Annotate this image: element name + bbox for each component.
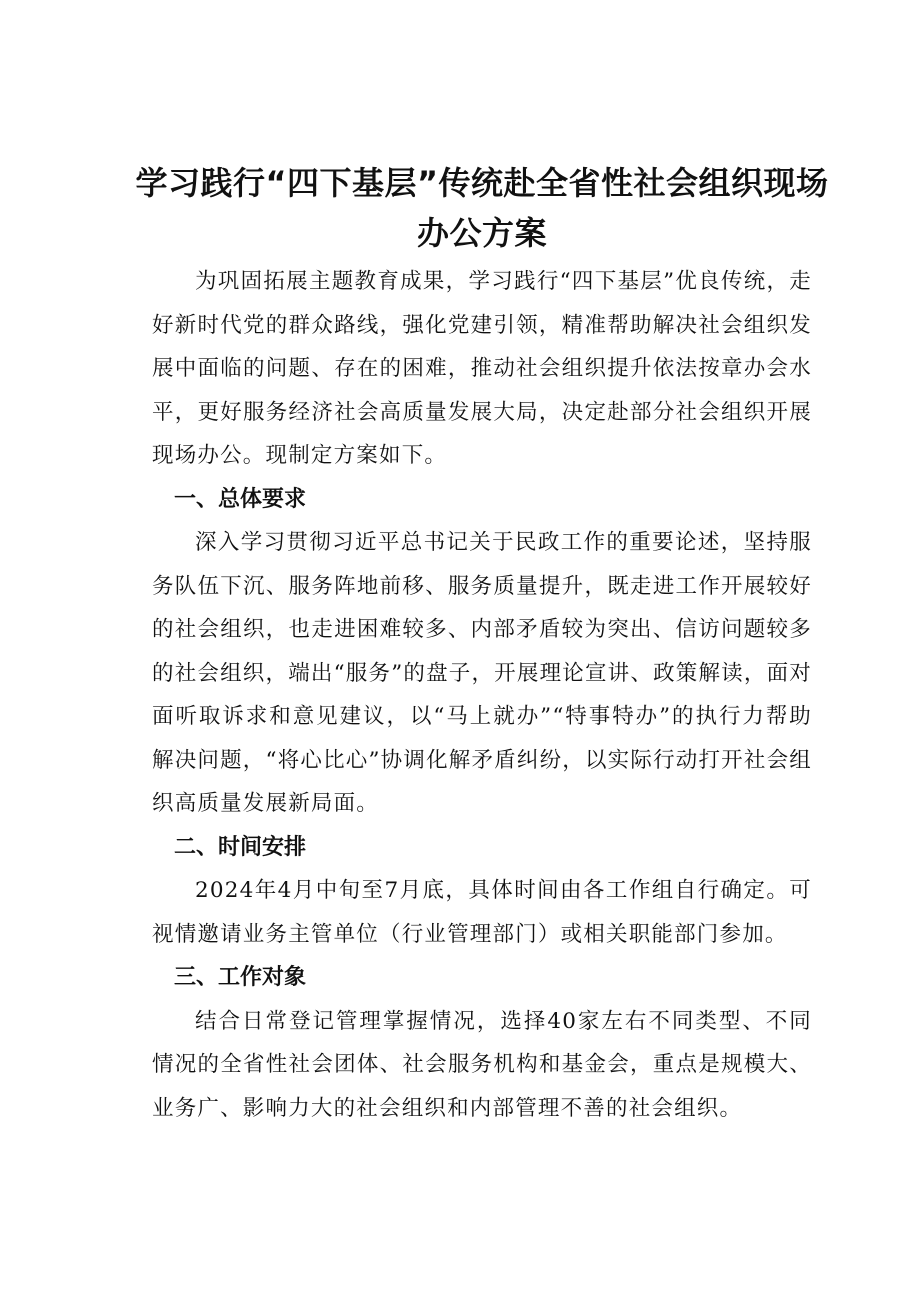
intro-paragraph: 为巩固拓展主题教育成果，学习践行“四下基层”优良传统，走好新时代党的群众路线，强化党建引领，精准帮助解决社会组织发展中面临的问题、存在的困难，推动社会组织提升依法按章办会水平，更好服务经济社会高质量发展大局，决定赴部分社会组织开展现场办公。现制定方案如下。 — [152, 269, 812, 468]
section-heading-general-requirements: 一、总体要求 — [174, 486, 307, 512]
document-title: 学习践行“四下基层”传统赴全省性社会组织现场办公方案 — [135, 164, 829, 252]
document-page — [135, 158, 829, 1130]
section-body-general-requirements: 深入学习贯彻习近平总书记关于民政工作的重要论述，坚持服务队伍下沉、服务阵地前移、服务质量提升，既走进工作开展较好的社会组织，也走进困难较多、内部矛盾较为突出、信访问题较多的社会组织，端出“服务”的盘子，开展理论宣讲、政策解读，面对面听取诉求和意见建议，以“马上就办”“特事特办”的执行力帮助解决问题，“将心比心”协调化解矛盾纠纷，以实际行动打开社会组织高质量发展新局面。 — [152, 530, 812, 816]
section-body-schedule: 2024年4月中旬至7月底，具体时间由各工作组自行确定。可视情邀请业务主管单位（行业管理部门）或相关职能部门参加。 — [152, 878, 812, 947]
section-heading-work-targets: 三、工作对象 — [174, 965, 307, 990]
section-body-work-targets: 结合日常登记管理掌握情况，选择40家左右不同类型、不同情况的全省性社会团体、社会服务机构和基金会，重点是规模大、业务广、影响力大的社会组织和内部管理不善的社会组织。 — [152, 1008, 812, 1121]
section-heading-schedule: 二、时间安排 — [174, 834, 307, 860]
